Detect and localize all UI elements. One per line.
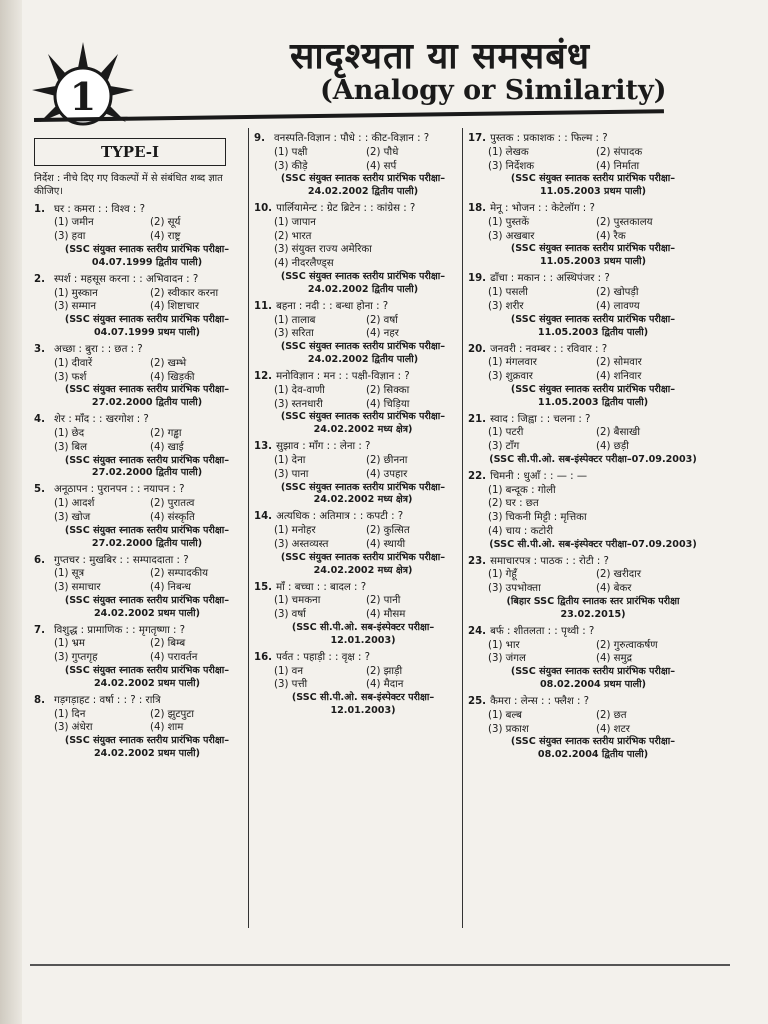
question-number: 12. xyxy=(254,371,273,383)
question-text: बहना : नदी : : बन्धा होना : ? xyxy=(276,300,389,312)
book-gutter xyxy=(0,0,22,1024)
option-text: (3) पत्ती xyxy=(274,679,308,691)
question-item xyxy=(468,132,704,199)
column-3 xyxy=(468,132,704,765)
option-text: (1) जापान xyxy=(274,216,316,228)
question-number: 6. xyxy=(34,554,45,566)
option-text: (1) चमकना xyxy=(274,595,321,607)
question-item xyxy=(254,651,458,718)
question-number: 25. xyxy=(468,696,487,708)
option-text: (4) निबन्ध xyxy=(150,582,191,594)
question-item xyxy=(254,300,458,367)
question-number: 3. xyxy=(34,344,45,356)
option-text: (2) पौधे xyxy=(366,146,399,158)
option-text: (4) मौसम xyxy=(366,609,406,621)
question-number: 9. xyxy=(254,133,265,144)
option-text: (3) वर्षा xyxy=(274,609,306,621)
question-text: बर्फ : शीतलता : : पृथ्वी : ? xyxy=(490,625,595,637)
question-item xyxy=(34,554,246,621)
question-item xyxy=(468,202,704,269)
question-text: अत्यधिक : अतिमात्र : : कपटी : ? xyxy=(276,511,404,523)
option-text: (4) राष्ट्र xyxy=(150,231,181,243)
option-text: (3) अखबार xyxy=(488,230,535,242)
question-text: मनोविज्ञान : मन : : पक्षी-विज्ञान : ? xyxy=(276,371,410,383)
question-text: पुस्तक : प्रकाशक : : फिल्म : ? xyxy=(490,133,608,144)
option-text: (2) पानी xyxy=(366,595,401,607)
question-text: स्वाद : जिह्वा : : चलना : ? xyxy=(490,413,591,425)
option-text: (2) बैसाखी xyxy=(596,427,640,439)
option-text: (3) गुप्तगृह xyxy=(54,652,98,664)
option-text: (1) मुस्कान xyxy=(54,287,98,299)
option-text: (4) शनिवार xyxy=(596,371,642,383)
question-number: 11. xyxy=(254,300,273,312)
exam-source: (SSC संयुक्त स्नातक स्तरीय प्रारंभिक परीक्षा–24.02.2002 प्रथम पाली) xyxy=(64,735,230,760)
question-item xyxy=(468,625,704,692)
option-text: (3) स्तनधारी xyxy=(274,398,323,410)
option-text: (2) खरीदार xyxy=(596,569,642,581)
option-text: (3) निर्देशक xyxy=(488,160,535,172)
option-text: (3) शरीर xyxy=(488,300,524,312)
option-text: (4) बेकर xyxy=(596,583,632,595)
exam-source: (SSC सी.पी.ओ. सब-इंस्पेक्टर परीक्षा–12.01.2003) xyxy=(291,621,435,646)
question-text: स्पर्श : महसूस करना : : अभिवादन : ? xyxy=(54,273,199,285)
option-text: (1) बल्ब xyxy=(488,709,522,721)
option-text: (1) पसली xyxy=(488,287,528,299)
question-text: विशुद्ध : प्रामाणिक : : मृगतृष्णा : ? xyxy=(54,624,186,636)
chapter-sun-badge xyxy=(28,40,138,140)
option-text: (1) पक्षी xyxy=(274,146,308,158)
exam-source: (SSC संयुक्त स्नातक स्तरीय प्रारंभिक परीक्षा–11.05.2003 प्रथम पाली) xyxy=(510,243,676,268)
question-item xyxy=(34,483,246,550)
option-text: (2) पुरातत्व xyxy=(150,498,195,510)
option-text: (2) घर : छत xyxy=(488,498,539,510)
option-text: (1) भार xyxy=(488,639,520,651)
question-number: 7. xyxy=(34,624,45,636)
question-item xyxy=(468,695,704,762)
option-text: (4) मैदान xyxy=(366,679,404,691)
option-text: (2) सोमवार xyxy=(596,357,642,369)
option-text: (2) सम्पादकीय xyxy=(150,568,209,580)
question-item xyxy=(468,272,704,339)
question-number: 20. xyxy=(468,343,487,355)
question-item xyxy=(34,273,246,340)
column-1 xyxy=(34,132,246,764)
option-text: (2) खम्भे xyxy=(150,357,187,369)
exam-source: (SSC संयुक्त स्नातक स्तरीय प्रारंभिक परीक्षा–24.02.2002 मध्य क्षेत्र) xyxy=(280,481,446,506)
column-divider xyxy=(248,128,249,928)
question-item xyxy=(468,555,704,622)
option-text: (4) लावण्य xyxy=(596,300,640,312)
question-text: पर्वत : पहाड़ी : : वृक्ष : ? xyxy=(276,651,371,663)
question-number: 21. xyxy=(468,413,487,425)
question-text: मेनू : भोजन : : केटेलॉग : ? xyxy=(490,203,595,215)
option-text: (2) कुत्सित xyxy=(366,525,410,537)
option-text: (2) सूर्य xyxy=(150,217,181,229)
exam-source: (SSC संयुक्त स्नातक स्तरीय प्रारंभिक परीक्षा–08.02.2004 द्वितीय पाली) xyxy=(510,736,676,761)
option-text: (4) छड़ी xyxy=(596,441,629,453)
option-text: (2) झाड़ी xyxy=(366,665,403,677)
option-text: (2) संपादक xyxy=(596,146,643,158)
question-number: 1. xyxy=(34,203,45,215)
option-text: (1) वन xyxy=(274,665,303,677)
question-item xyxy=(34,203,246,270)
exam-source: (SSC संयुक्त स्नातक स्तरीय प्रारंभिक परीक्षा–24.02.2002 मध्य क्षेत्र) xyxy=(280,411,446,436)
option-text: (3) फर्श xyxy=(54,371,87,383)
question-text: जनवरी : नवम्बर : : रविवार : ? xyxy=(490,343,608,355)
question-number: 22. xyxy=(468,470,487,482)
question-item xyxy=(254,510,458,577)
question-text: पार्लियामेन्ट : ग्रेट ब्रिटेन : : कांग्रेस : ? xyxy=(276,203,416,215)
question-text: शेर : माँद : : खरगोश : ? xyxy=(54,414,149,426)
option-text: (2) स्वीकार करना xyxy=(150,287,219,299)
option-text: (4) शटर xyxy=(596,723,630,735)
option-text: (4) समुद्र xyxy=(596,653,633,665)
option-text: (1) सूत्र xyxy=(54,568,85,580)
footer-rule xyxy=(30,964,730,966)
option-text: (3) उपभोक्ता xyxy=(488,583,541,595)
exam-source: (SSC संयुक्त स्नातक स्तरीय प्रारंभिक परीक्षा–24.02.2002 द्वितीय पाली) xyxy=(280,341,446,366)
exam-source: (SSC संयुक्त स्नातक स्तरीय प्रारंभिक परीक्षा–08.02.2004 प्रथम पाली) xyxy=(510,666,676,691)
option-text: (4) रैक xyxy=(596,230,626,242)
question-item xyxy=(254,440,458,507)
option-text: (3) खोज xyxy=(54,511,91,523)
question-item xyxy=(34,694,246,761)
option-text: (3) सम्मान xyxy=(54,301,96,313)
chapter-number: 1 xyxy=(69,74,97,119)
question-number: 4. xyxy=(34,414,45,426)
question-number: 14. xyxy=(254,511,273,523)
question-item xyxy=(254,370,458,437)
question-number: 19. xyxy=(468,273,487,285)
option-text: (1) पटरी xyxy=(488,427,524,439)
option-text: (1) देव-वाणी xyxy=(274,384,325,396)
exam-source: (SSC संयुक्त स्नातक स्तरीय प्रारंभिक परीक्षा–24.02.2002 द्वितीय पाली) xyxy=(280,271,446,295)
question-number: 18. xyxy=(468,203,487,215)
option-text: (4) नहर xyxy=(366,328,399,340)
question-item xyxy=(468,470,704,552)
option-text: (2) बिम्ब xyxy=(150,638,186,650)
option-text: (4) नीदरलैण्ड्स xyxy=(274,258,334,270)
question-item xyxy=(254,202,458,297)
exam-source: (SSC संयुक्त स्नातक स्तरीय प्रारंभिक परीक्षा–24.02.2002 प्रथम पाली) xyxy=(64,594,230,619)
option-text: (3) टाँग xyxy=(488,441,520,453)
option-text: (4) शिष्टाचार xyxy=(150,301,200,313)
type-label: TYPE-I xyxy=(34,138,226,166)
option-text: (4) खिड़की xyxy=(150,371,195,383)
option-text: (1) गेहूँ xyxy=(488,569,517,581)
option-text: (3) जंगल xyxy=(488,653,526,665)
question-number: 24. xyxy=(468,625,487,637)
option-text: (3) हवा xyxy=(54,231,86,243)
option-text: (3) अस्तव्यस्त xyxy=(274,538,329,550)
option-text: (2) भारत xyxy=(274,230,312,242)
option-text: (2) सिक्का xyxy=(366,384,410,396)
column-divider xyxy=(462,128,463,928)
option-text: (4) परावर्तन xyxy=(150,652,198,664)
exam-source: (SSC सी.पी.ओ. सब-इंस्पेक्टर परीक्षा–07.09.2003) xyxy=(489,538,697,550)
exam-source: (SSC संयुक्त स्नातक स्तरीय प्रारंभिक परीक्षा–24.02.2002 द्वितीय पाली) xyxy=(280,173,446,198)
option-text: (3) बिल xyxy=(54,441,88,453)
exam-source: (SSC संयुक्त स्नातक स्तरीय प्रारंभिक परीक्षा–11.05.2003 प्रथम पाली) xyxy=(510,173,676,198)
chapter-title-hindi: सादृश्यता या समसबंध xyxy=(290,35,590,77)
exam-source: (SSC संयुक्त स्नातक स्तरीय प्रारंभिक परीक्षा–24.02.2002 प्रथम पाली) xyxy=(64,665,230,689)
option-text: (4) निर्माता xyxy=(596,160,640,172)
exam-source: (SSC संयुक्त स्नातक स्तरीय प्रारंभिक परीक्षा–27.02.2000 द्वितीय पाली) xyxy=(64,384,230,409)
option-text: (1) जमीन xyxy=(54,217,94,229)
question-item xyxy=(34,343,246,410)
option-text: (1) तालाब xyxy=(274,314,316,326)
question-number: 23. xyxy=(468,555,487,567)
question-number: 8. xyxy=(34,694,45,706)
option-text: (4) चिड़िया xyxy=(366,398,410,410)
option-text: (1) मनोहर xyxy=(274,525,316,537)
question-item xyxy=(34,413,246,480)
question-number: 15. xyxy=(254,581,273,593)
option-text: (3) सरिता xyxy=(274,328,314,340)
question-number: 13. xyxy=(254,441,273,453)
question-text: समाचारपत्र : पाठक : : रोटी : ? xyxy=(490,555,609,567)
question-text: गुप्तचर : मुखबिर : : सम्पाददाता : ? xyxy=(54,554,189,566)
option-text: (4) शाम xyxy=(150,722,184,734)
option-text: (1) भ्रम xyxy=(54,638,85,650)
column-2 xyxy=(254,132,458,721)
option-text: (1) दिन xyxy=(54,708,86,720)
option-text: (1) आदर्श xyxy=(54,498,95,510)
question-item xyxy=(254,132,458,199)
question-number: 16. xyxy=(254,651,273,663)
option-text: (3) पाना xyxy=(274,468,309,480)
question-text: सुझाव : माँग : : लेना : ? xyxy=(276,441,371,453)
option-text: (4) खाई xyxy=(150,441,184,453)
question-text: घर : कमरा : : विश्व : ? xyxy=(54,203,146,215)
option-text: (3) समाचार xyxy=(54,582,101,594)
question-number: 17. xyxy=(468,133,487,144)
option-text: (2) पुस्तकालय xyxy=(596,216,653,228)
option-text: (1) लेखक xyxy=(488,146,529,158)
option-text: (3) संयुक्त राज्य अमेरिका xyxy=(274,244,372,256)
question-number: 10. xyxy=(254,203,273,215)
option-text: (1) छेद xyxy=(54,427,85,439)
option-text: (2) वर्षा xyxy=(366,314,398,326)
option-text: (1) देना xyxy=(274,454,306,466)
exam-source: (SSC संयुक्त स्नातक स्तरीय प्रारंभिक परीक्षा–24.02.2002 मध्य क्षेत्र) xyxy=(280,551,446,576)
option-text: (2) छीनना xyxy=(366,454,408,466)
exam-source: (SSC संयुक्त स्नातक स्तरीय प्रारंभिक परीक्षा–27.02.2000 द्वितीय पाली) xyxy=(64,524,230,549)
option-text: (4) उपहार xyxy=(366,468,408,480)
question-text: चिमनी : धुआँ : : — : — xyxy=(490,470,588,482)
option-text: (2) झुटपुटा xyxy=(150,708,195,720)
option-text: (2) गड्ढा xyxy=(150,427,182,439)
option-text: (4) संस्कृति xyxy=(150,511,195,523)
option-text: (3) अंधेरा xyxy=(54,722,93,734)
chapter-title-english: (Analogy or Similarity) xyxy=(320,75,667,106)
exam-source: (SSC संयुक्त स्नातक स्तरीय प्रारंभिक परीक्षा–11.05.2003 द्वितीय पाली) xyxy=(510,383,676,408)
question-text: ढाँचा : मकान : : अस्थिपंजर : ? xyxy=(490,273,610,285)
question-item xyxy=(468,413,704,467)
option-text: (1) पुस्तकें xyxy=(488,216,530,228)
exam-source: (SSC संयुक्त स्नातक स्तरीय प्रारंभिक परीक्षा–04.07.1999 द्वितीय पाली) xyxy=(64,243,230,268)
option-text: (1) मंगलवार xyxy=(488,357,537,369)
option-text: (1) बन्दूक : गोली xyxy=(488,484,556,496)
option-text: (2) गुरुत्वाकर्षण xyxy=(596,639,658,651)
option-text: (2) छत xyxy=(596,709,627,721)
exam-source: (SSC सी.पी.ओ. सब-इंस्पेक्टर परीक्षा–07.09.2003) xyxy=(489,453,697,465)
option-text: (3) शुक्रवार xyxy=(488,371,533,383)
question-text: अच्छा : बुरा : : छत : ? xyxy=(54,344,143,356)
question-text: गड़गड़ाहट : वर्षा : : ? : रात्रि xyxy=(54,694,161,706)
option-text: (1) दीवारें xyxy=(54,357,93,369)
option-text: (4) सर्प xyxy=(366,160,397,172)
instruction-text: निर्देश : नीचे दिए गए विकल्पों में से संबंधित शब्द ज्ञात कीजिए। xyxy=(34,173,223,198)
question-text: माँ : बच्चा : : बादल : ? xyxy=(276,581,367,593)
question-number: 2. xyxy=(34,273,45,285)
exam-source: (SSC संयुक्त स्नातक स्तरीय प्रारंभिक परीक्षा–27.02.2000 द्वितीय पाली) xyxy=(64,454,230,479)
question-item xyxy=(254,581,458,648)
exam-source: (बिहार SSC द्वितीय स्नातक स्तर प्रारंभिक परीक्षा 23.02.2015) xyxy=(506,595,680,620)
question-text: वनस्पति-विज्ञान : पौधे : : कीट-विज्ञान : ? xyxy=(274,133,430,144)
exam-source: (SSC संयुक्त स्नातक स्तरीय प्रारंभिक परीक्षा–04.07.1999 प्रथम पाली) xyxy=(64,314,230,339)
question-text: कैमरा : लेन्स : : फ्लैश : ? xyxy=(490,696,590,708)
question-number: 5. xyxy=(34,484,45,496)
option-text: (4) स्थायी xyxy=(366,538,406,550)
option-text: (2) खोपड़ी xyxy=(596,287,639,299)
option-text: (3) प्रकाश xyxy=(488,723,529,735)
exam-source: (SSC संयुक्त स्नातक स्तरीय प्रारंभिक परीक्षा–11.05.2003 द्वितीय पाली) xyxy=(510,313,676,338)
question-text: अनूठापन : पुरानपन : : नयापन : ? xyxy=(54,484,185,496)
question-item xyxy=(34,624,246,691)
option-text: (3) कीड़े xyxy=(274,160,308,172)
option-text: (4) चाय : कटोरी xyxy=(488,525,553,537)
question-item xyxy=(468,343,704,410)
exam-source: (SSC सी.पी.ओ. सब-इंस्पेक्टर परीक्षा–12.01.2003) xyxy=(291,692,435,716)
option-text: (3) चिकनी मिट्टी : मृत्तिका xyxy=(488,512,587,524)
